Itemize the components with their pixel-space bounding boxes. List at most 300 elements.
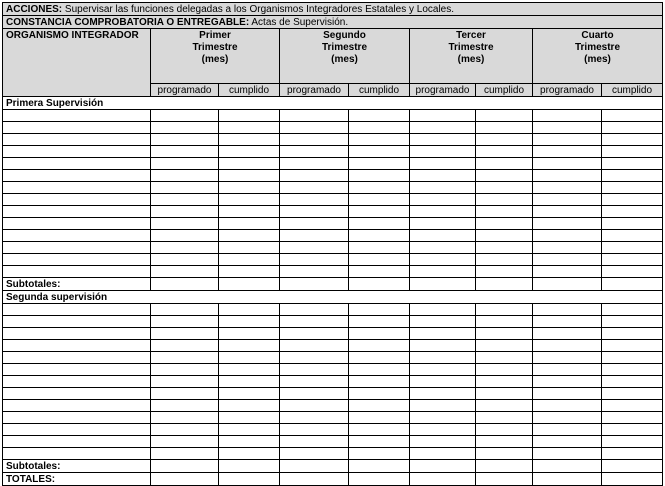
value-cell[interactable] — [476, 254, 533, 266]
value-cell[interactable] — [476, 424, 533, 436]
value-cell[interactable] — [219, 266, 280, 278]
value-cell[interactable] — [533, 278, 602, 291]
table-row — [3, 424, 663, 436]
value-cell[interactable] — [476, 364, 533, 376]
value-cell[interactable] — [219, 473, 280, 486]
value-cell[interactable] — [410, 376, 476, 388]
value-cell[interactable] — [602, 182, 663, 194]
value-cell[interactable] — [476, 328, 533, 340]
value-cell[interactable] — [219, 376, 280, 388]
value-cell[interactable] — [219, 424, 280, 436]
value-cell[interactable] — [280, 194, 349, 206]
value-cell[interactable] — [151, 460, 219, 473]
value-cell[interactable] — [476, 400, 533, 412]
organismo-cell[interactable] — [3, 388, 151, 400]
value-cell[interactable] — [280, 122, 349, 134]
value-cell[interactable] — [151, 376, 219, 388]
table-row — [3, 266, 663, 278]
value-cell[interactable] — [280, 242, 349, 254]
value-cell[interactable] — [349, 316, 410, 328]
value-cell[interactable] — [476, 170, 533, 182]
value-cell[interactable] — [533, 340, 602, 352]
value-cell[interactable] — [533, 206, 602, 218]
value-cell[interactable] — [151, 304, 219, 316]
value-cell[interactable] — [219, 182, 280, 194]
value-cell[interactable] — [410, 304, 476, 316]
value-cell[interactable] — [602, 134, 663, 146]
programado-header-2: programado — [280, 84, 349, 97]
value-cell[interactable] — [533, 254, 602, 266]
organismo-cell[interactable] — [3, 242, 151, 254]
value-cell[interactable] — [410, 206, 476, 218]
value-cell[interactable] — [151, 158, 219, 170]
subtotal-2-label: Subtotales: — [3, 460, 151, 473]
table-row — [3, 242, 663, 254]
value-cell[interactable] — [410, 146, 476, 158]
table-row — [3, 436, 663, 448]
value-cell[interactable] — [533, 122, 602, 134]
organismo-cell[interactable] — [3, 364, 151, 376]
value-cell[interactable] — [219, 364, 280, 376]
value-cell[interactable] — [602, 473, 663, 486]
value-cell[interactable] — [219, 328, 280, 340]
value-cell[interactable] — [533, 170, 602, 182]
value-cell[interactable] — [151, 400, 219, 412]
value-cell[interactable] — [476, 278, 533, 291]
value-cell[interactable] — [280, 182, 349, 194]
value-cell[interactable] — [151, 473, 219, 486]
value-cell[interactable] — [476, 473, 533, 486]
value-cell[interactable] — [533, 304, 602, 316]
value-cell[interactable] — [602, 158, 663, 170]
organismo-cell[interactable] — [3, 316, 151, 328]
value-cell[interactable] — [151, 328, 219, 340]
value-cell[interactable] — [476, 146, 533, 158]
value-cell[interactable] — [151, 266, 219, 278]
value-cell[interactable] — [410, 473, 476, 486]
value-cell[interactable] — [349, 340, 410, 352]
value-cell[interactable] — [476, 158, 533, 170]
organismo-cell[interactable] — [3, 448, 151, 460]
value-cell[interactable] — [349, 400, 410, 412]
value-cell[interactable] — [349, 254, 410, 266]
value-cell[interactable] — [533, 242, 602, 254]
value-cell[interactable] — [410, 448, 476, 460]
value-cell[interactable] — [476, 412, 533, 424]
cumplido-header-1: cumplido — [219, 84, 280, 97]
value-cell[interactable] — [533, 448, 602, 460]
value-cell[interactable] — [410, 170, 476, 182]
value-cell[interactable] — [280, 146, 349, 158]
value-cell[interactable] — [533, 388, 602, 400]
value-cell[interactable] — [349, 158, 410, 170]
value-cell[interactable] — [219, 304, 280, 316]
value-cell[interactable] — [219, 122, 280, 134]
value-cell[interactable] — [219, 218, 280, 230]
constancia-text: Actas de Supervisión. — [251, 16, 349, 28]
value-cell[interactable] — [219, 146, 280, 158]
value-cell[interactable] — [349, 242, 410, 254]
organismo-cell[interactable] — [3, 254, 151, 266]
value-cell[interactable] — [280, 110, 349, 122]
value-cell[interactable] — [219, 412, 280, 424]
value-cell[interactable] — [151, 278, 219, 291]
value-cell[interactable] — [349, 304, 410, 316]
value-cell[interactable] — [151, 110, 219, 122]
value-cell[interactable] — [533, 316, 602, 328]
quarter-header-3: Tercer Trimestre (mes) — [410, 29, 533, 84]
value-cell[interactable] — [410, 352, 476, 364]
value-cell[interactable] — [476, 194, 533, 206]
value-cell[interactable] — [476, 122, 533, 134]
value-cell[interactable] — [151, 352, 219, 364]
value-cell[interactable] — [476, 304, 533, 316]
value-cell[interactable] — [280, 376, 349, 388]
organismo-cell[interactable] — [3, 122, 151, 134]
value-cell[interactable] — [602, 388, 663, 400]
organismo-cell[interactable] — [3, 110, 151, 122]
value-cell[interactable] — [602, 400, 663, 412]
value-cell[interactable] — [151, 230, 219, 242]
value-cell[interactable] — [151, 194, 219, 206]
value-cell[interactable] — [219, 352, 280, 364]
value-cell[interactable] — [533, 134, 602, 146]
table-row — [3, 400, 663, 412]
organismo-cell[interactable] — [3, 230, 151, 242]
value-cell[interactable] — [349, 278, 410, 291]
value-cell[interactable] — [349, 376, 410, 388]
organismo-cell[interactable] — [3, 194, 151, 206]
value-cell[interactable] — [280, 448, 349, 460]
value-cell[interactable] — [476, 242, 533, 254]
totales-label: TOTALES: — [3, 473, 151, 486]
value-cell[interactable] — [151, 182, 219, 194]
organismo-cell[interactable] — [3, 304, 151, 316]
value-cell[interactable] — [533, 364, 602, 376]
value-cell[interactable] — [349, 182, 410, 194]
value-cell[interactable] — [349, 122, 410, 134]
value-cell[interactable] — [410, 400, 476, 412]
value-cell[interactable] — [533, 460, 602, 473]
value-cell[interactable] — [410, 436, 476, 448]
value-cell[interactable] — [602, 170, 663, 182]
value-cell[interactable] — [280, 412, 349, 424]
table-row — [3, 388, 663, 400]
organismo-cell[interactable] — [3, 412, 151, 424]
organismo-cell[interactable] — [3, 146, 151, 158]
table-row — [3, 230, 663, 242]
value-cell[interactable] — [151, 412, 219, 424]
value-cell[interactable] — [410, 230, 476, 242]
value-cell[interactable] — [280, 158, 349, 170]
value-cell[interactable] — [349, 134, 410, 146]
value-cell[interactable] — [410, 388, 476, 400]
value-cell[interactable] — [533, 230, 602, 242]
value-cell[interactable] — [349, 473, 410, 486]
value-cell[interactable] — [476, 352, 533, 364]
organismo-cell[interactable] — [3, 328, 151, 340]
value-cell[interactable] — [349, 352, 410, 364]
value-cell[interactable] — [349, 424, 410, 436]
cumplido-header-4: cumplido — [602, 84, 663, 97]
value-cell[interactable] — [219, 194, 280, 206]
value-cell[interactable] — [476, 316, 533, 328]
value-cell[interactable] — [151, 134, 219, 146]
value-cell[interactable] — [602, 206, 663, 218]
value-cell[interactable] — [410, 194, 476, 206]
value-cell[interactable] — [602, 316, 663, 328]
value-cell[interactable] — [349, 388, 410, 400]
value-cell[interactable] — [533, 412, 602, 424]
value-cell[interactable] — [280, 170, 349, 182]
value-cell[interactable] — [410, 110, 476, 122]
value-cell[interactable] — [151, 436, 219, 448]
value-cell[interactable] — [602, 194, 663, 206]
value-cell[interactable] — [280, 388, 349, 400]
value-cell[interactable] — [219, 158, 280, 170]
value-cell[interactable] — [533, 110, 602, 122]
value-cell[interactable] — [476, 460, 533, 473]
value-cell[interactable] — [410, 316, 476, 328]
value-cell[interactable] — [151, 316, 219, 328]
value-cell[interactable] — [151, 388, 219, 400]
value-cell[interactable] — [602, 266, 663, 278]
value-cell[interactable] — [349, 436, 410, 448]
value-cell[interactable] — [280, 328, 349, 340]
value-cell[interactable] — [349, 266, 410, 278]
value-cell[interactable] — [410, 340, 476, 352]
value-cell[interactable] — [410, 158, 476, 170]
quarter-header-1: Primer Trimestre (mes) — [151, 29, 280, 84]
value-cell[interactable] — [349, 328, 410, 340]
organismo-cell[interactable] — [3, 266, 151, 278]
value-cell[interactable] — [533, 266, 602, 278]
value-cell[interactable] — [219, 460, 280, 473]
value-cell[interactable] — [219, 254, 280, 266]
value-cell[interactable] — [280, 266, 349, 278]
organismo-cell[interactable] — [3, 340, 151, 352]
value-cell[interactable] — [533, 194, 602, 206]
acciones-label: ACCIONES: — [6, 3, 63, 15]
value-cell[interactable] — [602, 424, 663, 436]
value-cell[interactable] — [602, 218, 663, 230]
value-cell[interactable] — [410, 424, 476, 436]
acciones-cell — [3, 3, 663, 16]
acciones-text: Supervisar las funciones delegadas a los Organismos Integradores Estatales y Locales. — [64, 3, 455, 15]
value-cell[interactable] — [219, 206, 280, 218]
supervision-form-table — [2, 2, 663, 486]
cumplido-header-2: cumplido — [349, 84, 410, 97]
value-cell[interactable] — [280, 230, 349, 242]
value-cell[interactable] — [349, 364, 410, 376]
value-cell[interactable] — [602, 110, 663, 122]
value-cell[interactable] — [219, 340, 280, 352]
value-cell[interactable] — [410, 328, 476, 340]
value-cell[interactable] — [410, 218, 476, 230]
value-cell[interactable] — [349, 412, 410, 424]
value-cell[interactable] — [476, 230, 533, 242]
value-cell[interactable] — [280, 254, 349, 266]
value-cell[interactable] — [410, 278, 476, 291]
value-cell[interactable] — [533, 400, 602, 412]
value-cell[interactable] — [151, 122, 219, 134]
value-cell[interactable] — [151, 254, 219, 266]
value-cell[interactable] — [280, 436, 349, 448]
value-cell[interactable] — [280, 206, 349, 218]
table-row — [3, 146, 663, 158]
value-cell[interactable] — [533, 436, 602, 448]
value-cell[interactable] — [476, 182, 533, 194]
value-cell[interactable] — [349, 218, 410, 230]
value-cell[interactable] — [533, 424, 602, 436]
value-cell[interactable] — [280, 364, 349, 376]
value-cell[interactable] — [219, 436, 280, 448]
value-cell[interactable] — [219, 448, 280, 460]
section-1-title: Primera Supervisión — [3, 97, 663, 110]
value-cell[interactable] — [151, 242, 219, 254]
value-cell[interactable] — [410, 266, 476, 278]
value-cell[interactable] — [151, 340, 219, 352]
value-cell[interactable] — [533, 182, 602, 194]
value-cell[interactable] — [151, 218, 219, 230]
value-cell[interactable] — [476, 206, 533, 218]
value-cell[interactable] — [533, 352, 602, 364]
table-row — [3, 352, 663, 364]
value-cell[interactable] — [476, 134, 533, 146]
value-cell[interactable] — [410, 242, 476, 254]
value-cell[interactable] — [219, 400, 280, 412]
value-cell[interactable] — [349, 110, 410, 122]
value-cell[interactable] — [280, 304, 349, 316]
table-row — [3, 254, 663, 266]
value-cell[interactable] — [602, 230, 663, 242]
value-cell[interactable] — [219, 316, 280, 328]
value-cell[interactable] — [151, 364, 219, 376]
value-cell[interactable] — [533, 158, 602, 170]
value-cell[interactable] — [151, 206, 219, 218]
value-cell[interactable] — [219, 242, 280, 254]
subtotal-row — [3, 460, 663, 473]
value-cell[interactable] — [602, 448, 663, 460]
value-cell[interactable] — [219, 278, 280, 291]
value-cell[interactable] — [219, 110, 280, 122]
cumplido-header-3: cumplido — [476, 84, 533, 97]
organismo-cell[interactable] — [3, 170, 151, 182]
value-cell[interactable] — [410, 254, 476, 266]
organismo-cell[interactable] — [3, 182, 151, 194]
value-cell[interactable] — [602, 352, 663, 364]
value-cell[interactable] — [410, 122, 476, 134]
organismo-cell[interactable] — [3, 424, 151, 436]
value-cell[interactable] — [280, 352, 349, 364]
value-cell[interactable] — [219, 388, 280, 400]
value-cell[interactable] — [410, 412, 476, 424]
organismo-cell[interactable] — [3, 134, 151, 146]
value-cell[interactable] — [280, 424, 349, 436]
value-cell[interactable] — [476, 436, 533, 448]
value-cell[interactable] — [280, 400, 349, 412]
organismo-cell[interactable] — [3, 436, 151, 448]
value-cell[interactable] — [602, 364, 663, 376]
value-cell[interactable] — [280, 134, 349, 146]
value-cell[interactable] — [151, 448, 219, 460]
value-cell[interactable] — [602, 242, 663, 254]
value-cell[interactable] — [602, 278, 663, 291]
value-cell[interactable] — [151, 424, 219, 436]
value-cell[interactable] — [602, 460, 663, 473]
value-cell[interactable] — [602, 328, 663, 340]
value-cell[interactable] — [280, 218, 349, 230]
value-cell[interactable] — [410, 182, 476, 194]
value-cell[interactable] — [349, 194, 410, 206]
value-cell[interactable] — [280, 278, 349, 291]
value-cell[interactable] — [280, 316, 349, 328]
value-cell[interactable] — [533, 328, 602, 340]
value-cell[interactable] — [349, 206, 410, 218]
organismo-cell[interactable] — [3, 206, 151, 218]
value-cell[interactable] — [349, 170, 410, 182]
value-cell[interactable] — [533, 376, 602, 388]
value-cell[interactable] — [280, 340, 349, 352]
value-cell[interactable] — [151, 170, 219, 182]
value-cell[interactable] — [280, 473, 349, 486]
value-cell[interactable] — [410, 364, 476, 376]
value-cell[interactable] — [602, 376, 663, 388]
value-cell[interactable] — [602, 122, 663, 134]
table-row — [3, 412, 663, 424]
table-row — [3, 376, 663, 388]
value-cell[interactable] — [349, 146, 410, 158]
value-cell[interactable] — [219, 170, 280, 182]
programado-header-4: programado — [533, 84, 602, 97]
value-cell[interactable] — [602, 436, 663, 448]
organismo-cell[interactable] — [3, 158, 151, 170]
value-cell[interactable] — [476, 340, 533, 352]
value-cell[interactable] — [219, 134, 280, 146]
value-cell[interactable] — [151, 146, 219, 158]
value-cell[interactable] — [410, 134, 476, 146]
value-cell[interactable] — [349, 230, 410, 242]
value-cell[interactable] — [476, 448, 533, 460]
value-cell[interactable] — [476, 218, 533, 230]
section-title-row — [3, 291, 663, 304]
organismo-cell[interactable] — [3, 218, 151, 230]
value-cell[interactable] — [476, 388, 533, 400]
value-cell[interactable] — [280, 460, 349, 473]
organismo-cell[interactable] — [3, 400, 151, 412]
value-cell[interactable] — [219, 230, 280, 242]
constancia-cell — [3, 16, 663, 29]
quarter-header-2: Segundo Trimestre (mes) — [280, 29, 410, 84]
value-cell[interactable] — [533, 146, 602, 158]
value-cell[interactable] — [602, 146, 663, 158]
value-cell[interactable] — [533, 218, 602, 230]
value-cell[interactable] — [476, 376, 533, 388]
value-cell[interactable] — [602, 304, 663, 316]
value-cell[interactable] — [476, 110, 533, 122]
value-cell[interactable] — [602, 254, 663, 266]
organismo-cell[interactable] — [3, 352, 151, 364]
value-cell[interactable] — [533, 473, 602, 486]
organismo-cell[interactable] — [3, 376, 151, 388]
value-cell[interactable] — [476, 266, 533, 278]
value-cell[interactable] — [349, 460, 410, 473]
value-cell[interactable] — [602, 412, 663, 424]
value-cell[interactable] — [349, 448, 410, 460]
table-row — [3, 110, 663, 122]
value-cell[interactable] — [410, 460, 476, 473]
value-cell[interactable] — [602, 340, 663, 352]
